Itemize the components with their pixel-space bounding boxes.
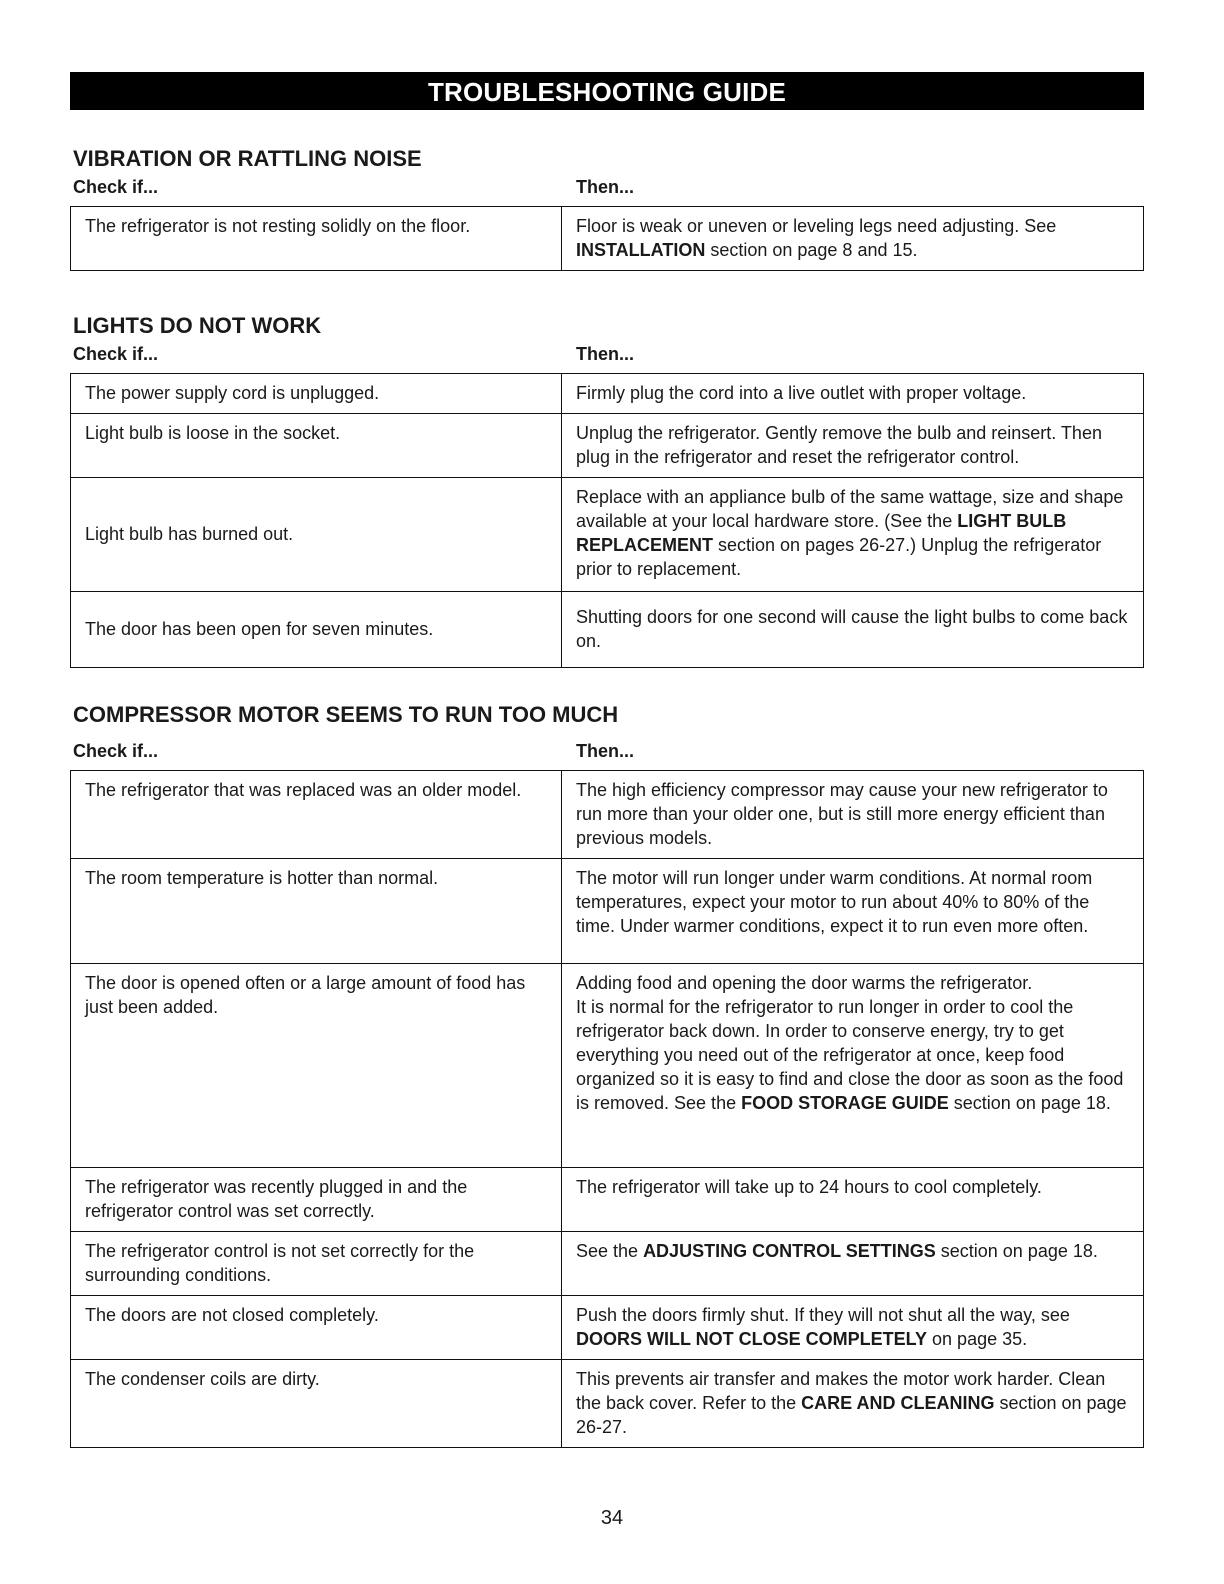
check-cell: The doors are not closed completely. [71,1296,562,1360]
then-cell: Floor is weak or uneven or leveling legs need adjusting. See INSTALLATION section on page 8 and 15. [562,207,1144,271]
then-cell: Adding food and opening the door warms the refrigerator. It is normal for the refrigerator to run longer in order to cool the refrigerator back down. In order to conserve energy, try to get everything you need out of the refrigerator at once, keep food organized so it is easy to find and close the door as soon as the food is removed. See the FOOD STORAGE GUIDE section on page 18. [562,964,1144,1168]
section-lights [70,313,1144,668]
troubleshooting-table [70,373,1144,668]
table-row [71,1232,1144,1296]
then-cell: The motor will run longer under warm conditions. At normal room temperatures, expect your motor to run about 40% to 80% of the time. Under warmer conditions, expect it to run even more often. [562,859,1144,964]
section-vibration [70,146,1144,271]
table-row [71,1168,1144,1232]
table-row [71,374,1144,414]
check-cell: The door is opened often or a large amount of food has just been added. [71,964,562,1168]
check-cell: The room temperature is hotter than normal. [71,859,562,964]
table-row [71,771,1144,859]
then-cell: This prevents air transfer and makes the motor work harder. Clean the back cover. Refer to the CARE AND CLEANING section on page 26-27. [562,1360,1144,1448]
then-cell: The high efficiency compressor may cause your new refrigerator to run more than your older one, but is still more energy efficient than previous models. [562,771,1144,859]
check-cell: The door has been open for seven minutes. [71,592,562,668]
table-row [71,207,1144,271]
section-heading: LIGHTS DO NOT WORK [73,313,322,338]
check-if-header: Check if... [73,177,159,197]
table-row [71,1360,1144,1448]
table-row [71,1296,1144,1360]
check-if-header: Check if... [73,741,159,761]
table-row [71,964,1144,1168]
then-header: Then... [576,741,634,761]
section-compressor [70,702,1144,1448]
column-headers [70,740,1144,762]
check-cell: The power supply cord is unplugged. [71,374,562,414]
troubleshooting-table [70,206,1144,271]
check-cell: The refrigerator is not resting solidly on the floor. [71,207,562,271]
section-heading: VIBRATION OR RATTLING NOISE [73,146,422,171]
check-cell: Light bulb is loose in the socket. [71,414,562,478]
then-cell: Shutting doors for one second will cause the light bulbs to come back on. [562,592,1144,668]
check-cell: The refrigerator that was replaced was an older model. [71,771,562,859]
then-cell: Push the doors firmly shut. If they will not shut all the way, see DOORS WILL NOT CLOSE COMPLETELY on page 35. [562,1296,1144,1360]
table-row [71,414,1144,478]
check-cell: The refrigerator was recently plugged in and the refrigerator control was set correctly. [71,1168,562,1232]
then-cell: Firmly plug the cord into a live outlet with proper voltage. [562,374,1144,414]
table-row [71,478,1144,592]
column-headers [70,176,1144,198]
column-headers [70,343,1144,365]
then-cell: Unplug the refrigerator. Gently remove the bulb and reinsert. Then plug in the refrigerator and reset the refrigerator control. [562,414,1144,478]
check-cell: The condenser coils are dirty. [71,1360,562,1448]
then-header: Then... [576,344,634,364]
table-row [71,592,1144,668]
check-cell: Light bulb has burned out. [71,478,562,592]
table-row [71,859,1144,964]
then-cell: Replace with an appliance bulb of the same wattage, size and shape available at your local hardware store. (See the LIGHT BULB REPLACEMENT section on pages 26-27.) Unplug the refrigerator prior to replacement. [562,478,1144,592]
then-header: Then... [576,177,634,197]
troubleshooting-table [70,770,1144,1448]
then-cell: The refrigerator will take up to 24 hours to cool completely. [562,1168,1144,1232]
page-title: TROUBLESHOOTING GUIDE [70,72,1144,110]
section-heading: COMPRESSOR MOTOR SEEMS TO RUN TOO MUCH [73,702,619,727]
check-if-header: Check if... [73,344,159,364]
then-cell: See the ADJUSTING CONTROL SETTINGS section on page 18. [562,1232,1144,1296]
check-cell: The refrigerator control is not set correctly for the surrounding conditions. [71,1232,562,1296]
page-number: 34 [600,1507,624,1529]
